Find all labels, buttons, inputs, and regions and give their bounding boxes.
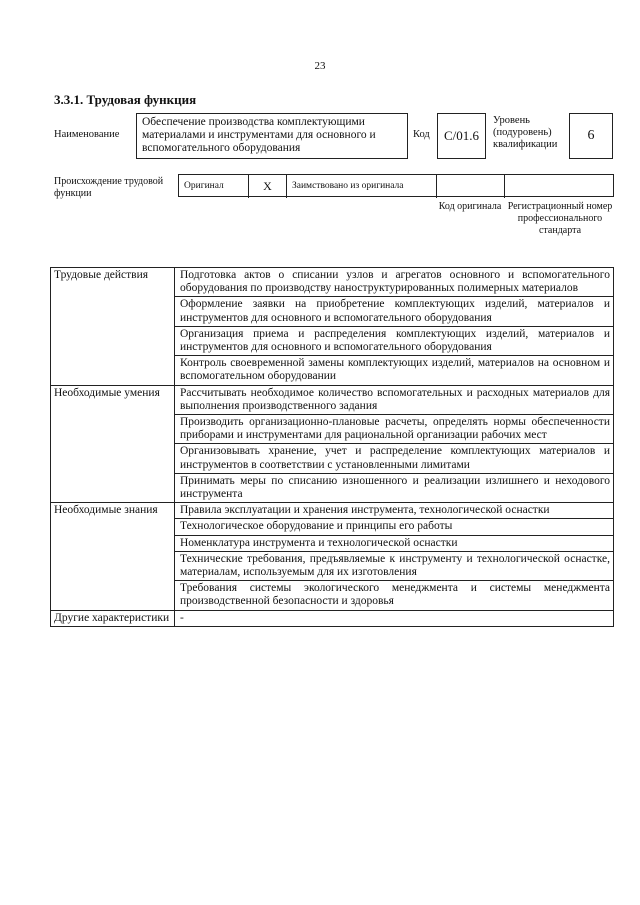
level-box — [569, 113, 613, 159]
category-cell: Необходимые знания — [51, 503, 175, 610]
origin-reg-caption: Регистрационный номер профессионального стандарта — [507, 201, 613, 236]
item-cell: Принимать меры по списанию изношенного и реализации излишнего и неходового инструмента — [175, 473, 614, 502]
level-label: Уровень (подуровень) квалификации — [493, 115, 558, 150]
item-cell: Производить организационно-плановые расчеты, определять нормы обеспеченности приборами и инструментами для рациональной организации рабочих мест — [175, 415, 614, 444]
function-name-box — [136, 113, 408, 159]
origin-label: Происхождение трудовой функции — [54, 176, 164, 199]
item-cell: Технологическое оборудование и принципы его работы — [175, 519, 614, 535]
name-label: Наименование — [54, 129, 120, 140]
item-cell: Правила эксплуатации и хранения инструмента, технологической оснастки — [175, 503, 614, 519]
table-row — [51, 385, 614, 414]
page-number: 23 — [314, 60, 326, 72]
code-value: С/01.6 — [443, 128, 480, 143]
code-label: Код — [413, 129, 430, 140]
labor-function-table — [50, 267, 614, 627]
item-cell: Рассчитывать необходимое количество вспомогательных и расходных материалов для выполнения производственного задания — [175, 385, 614, 414]
function-name: Обеспечение производства комплектующими материалами и инструментами для основного и вспомогательного оборудования — [142, 116, 376, 154]
item-cell: Подготовка актов о списании узлов и агрегатов основного и вспомогательного оборудования по производству наноструктурированных полимерных материалов — [175, 268, 614, 297]
origin-code-cell — [437, 175, 505, 198]
category-cell: Трудовые действия — [51, 268, 175, 386]
item-cell: Номенклатура инструмента и технологической оснастки — [175, 535, 614, 551]
table-row — [51, 268, 614, 297]
item-cell: - — [175, 610, 614, 626]
level-value: 6 — [587, 128, 595, 143]
original-label: Оригинал — [179, 175, 249, 198]
item-cell: Оформление заявки на приобретение комплектующих изделий, материалов и инструментов для основного и вспомогательного оборудования — [175, 297, 614, 326]
category-cell: Другие характеристики — [51, 610, 175, 626]
original-mark: X — [249, 175, 287, 198]
category-cell: Необходимые умения — [51, 385, 175, 503]
origin-code-caption: Код оригинала — [438, 201, 502, 212]
table-row — [51, 610, 614, 626]
origin-table — [178, 174, 614, 197]
section-title: 3.3.1. Трудовая функция — [54, 92, 197, 107]
item-cell: Организация приема и распределения комплектующих изделий, материалов и инструментов для основного и вспомогательного оборудования — [175, 326, 614, 355]
borrowed-label: Заимствовано из оригинала — [287, 175, 437, 198]
code-box — [437, 113, 486, 159]
item-cell: Контроль своевременной замены комплектующих изделий, материалов на основном и вспомогательном оборудовании — [175, 356, 614, 385]
item-cell: Технические требования, предъявляемые к инструменту и технологической оснастке, материалам, используемым для их изготовления — [175, 551, 614, 580]
table-row — [51, 503, 614, 519]
item-cell: Требования системы экологического менеджмента и системы менеджмента производственной безопасности и здоровья — [175, 581, 614, 610]
item-cell: Организовывать хранение, учет и распределение комплектующих материалов и инструментов в соответствии с установленными лимитами — [175, 444, 614, 473]
origin-reg-cell — [505, 175, 613, 198]
